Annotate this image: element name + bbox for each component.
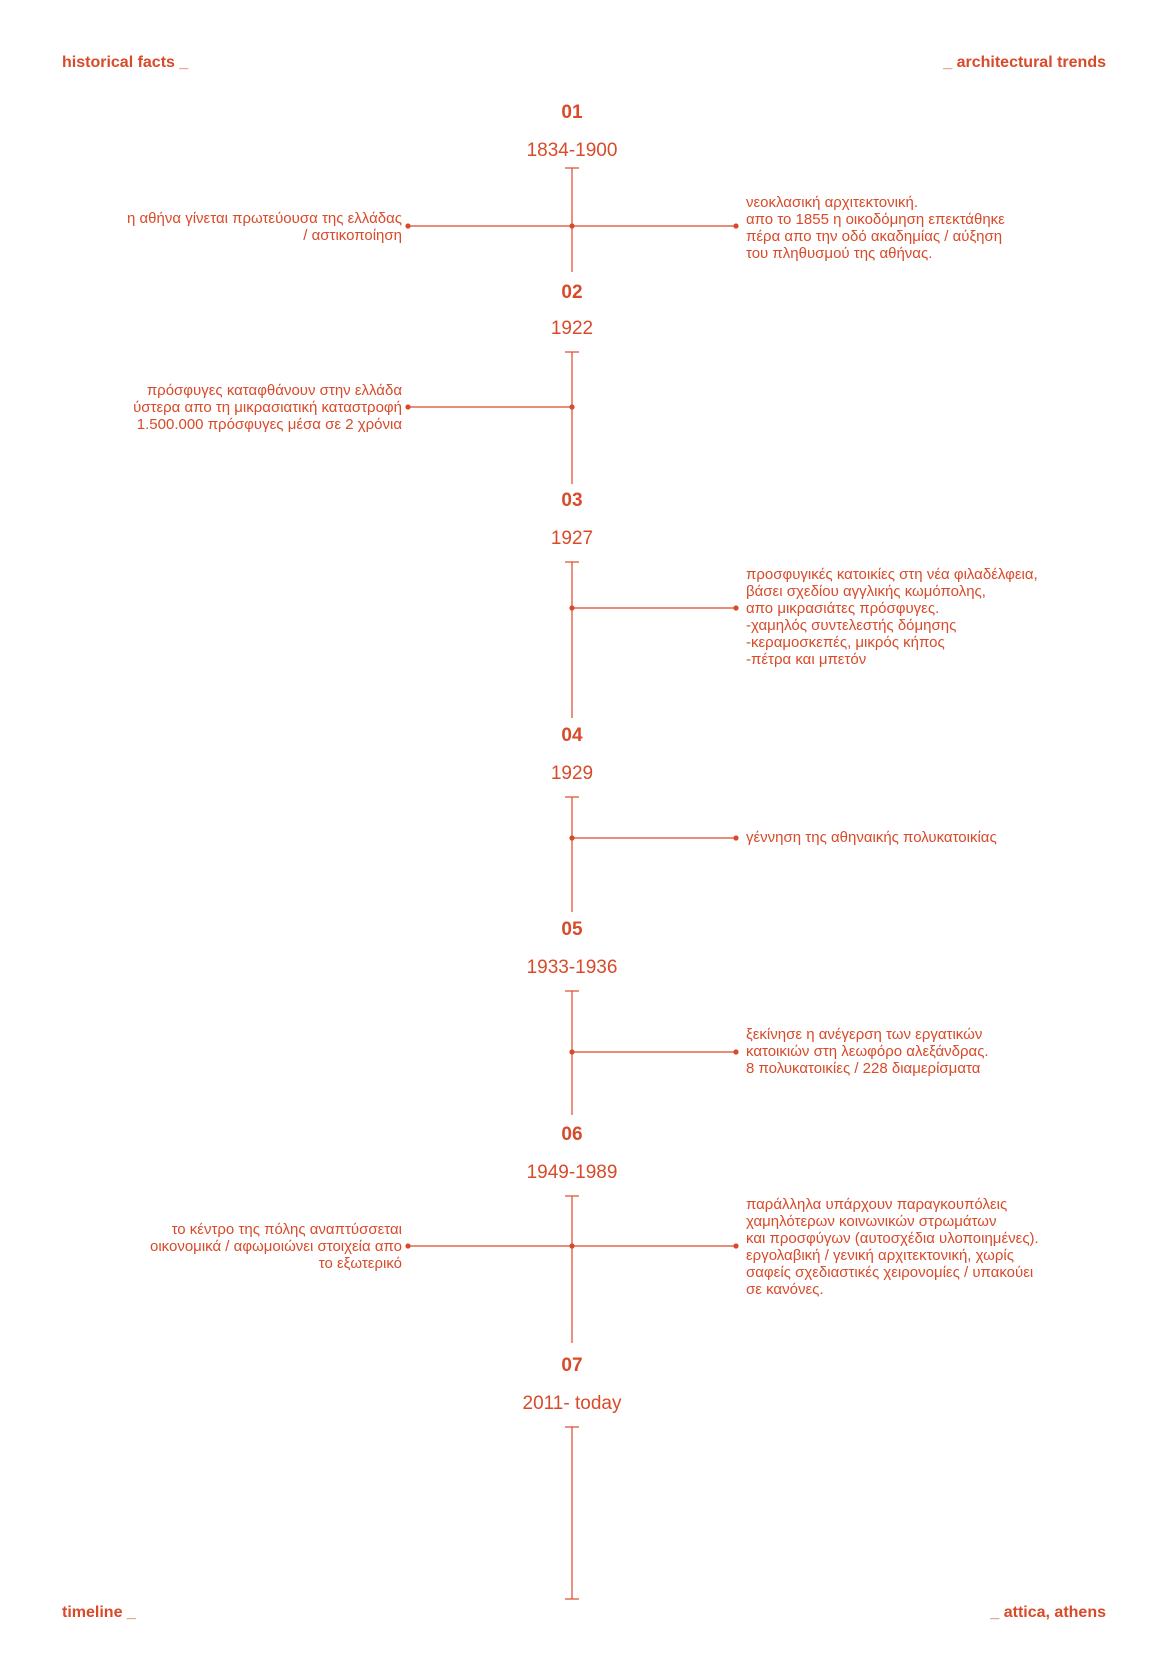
header-architectural-trends: _ architectural trends xyxy=(943,54,1106,71)
event-date: 2011- today xyxy=(522,1393,622,1414)
historical-node xyxy=(405,1243,410,1248)
architectural-trend-line: απο το 1855 η οικοδόμηση επεκτάθηκε xyxy=(746,211,1005,228)
architectural-trend-line: χαμηλότερων κοινωνικών στρωμάτων xyxy=(746,1213,997,1230)
architectural-trend-text xyxy=(746,194,1005,262)
architectural-trend-line: προσφυγικές κατοικίες στη νέα φιλαδέλφεια, xyxy=(746,566,1038,583)
architectural-trend-line: -κεραμοσκεπές, μικρός κήπος xyxy=(746,634,945,651)
event-date: 1933-1936 xyxy=(526,957,618,978)
architectural-trend-line: σαφείς σχεδιαστικές χειρονομίες / υπακούει xyxy=(746,1264,1034,1281)
event-date: 1927 xyxy=(550,528,594,549)
architectural-trend-line: βάσει σχεδίου αγγλικής κωμόπολης, xyxy=(746,583,986,600)
architectural-trend-line: πέρα απο την οδό ακαδημίας / αύξηση xyxy=(746,228,1003,245)
historical-fact-text xyxy=(133,382,402,433)
architectural-trend-line: 8 πολυκατοικίες / 228 διαμερίσματα xyxy=(746,1060,981,1077)
architectural-node xyxy=(733,835,738,840)
historical-fact-line: 1.500.000 πρόσφυγες μέσα σε 2 χρόνια xyxy=(136,416,402,433)
event-number: 02 xyxy=(561,282,583,303)
historical-fact-text xyxy=(150,1221,402,1272)
historical-fact-line: οικονομικά / αφωμοιώνει στοιχεία απο xyxy=(150,1238,402,1255)
historical-fact-line: / αστικοποίηση xyxy=(303,227,402,244)
architectural-trend-text xyxy=(746,829,997,846)
historical-fact-line: η αθήνα γίνεται πρωτεύουσα της ελλάδας xyxy=(127,210,402,227)
architectural-trend-line: νεοκλασική αρχιτεκτονική. xyxy=(746,194,918,211)
historical-fact-line: το εξωτερικό xyxy=(318,1255,402,1272)
architectural-trend-line: παράλληλα υπάρχουν παραγκουπόλεις xyxy=(746,1196,1008,1213)
event-date: 1834-1900 xyxy=(526,140,618,161)
event-number: 05 xyxy=(561,919,583,940)
historical-node xyxy=(405,404,410,409)
event-number: 04 xyxy=(561,725,583,746)
footer-location: _ attica, athens xyxy=(990,1604,1106,1621)
historical-fact-line: ύστερα απο τη μικρασιατική καταστροφή xyxy=(133,399,402,416)
architectural-trend-line: απο μικρασιάτες πρόσφυγες. xyxy=(746,600,940,617)
architectural-trend-line: -χαμηλός συντελεστής δόμησης xyxy=(746,617,957,634)
architectural-node xyxy=(733,223,738,228)
header-historical-facts: historical facts _ xyxy=(62,54,189,71)
event-date: 1922 xyxy=(550,318,594,339)
architectural-node xyxy=(733,1243,738,1248)
historical-fact-line: το κέντρο της πόλης αναπτύσσεται xyxy=(171,1221,402,1238)
footer-timeline: timeline _ xyxy=(62,1604,136,1621)
historical-fact-line: πρόσφυγες καταφθάνουν στην ελλάδα xyxy=(146,382,402,399)
architectural-trend-line: σε κανόνες. xyxy=(746,1281,824,1298)
event-number: 06 xyxy=(561,1124,583,1145)
architectural-trend-line: κατοικιών στη λεωφόρο αλεξάνδρας. xyxy=(746,1043,989,1060)
architectural-trend-line: -πέτρα και μπετόν xyxy=(746,651,867,668)
architectural-trend-line: ξεκίνησε η ανέγερση των εργατικών xyxy=(746,1026,983,1043)
architectural-node xyxy=(733,1049,738,1054)
architectural-trend-line: εργολαβική / γενική αρχιτεκτονική, χωρίς xyxy=(746,1247,1014,1264)
architectural-trend-text xyxy=(746,1196,1039,1298)
event-number: 01 xyxy=(561,102,583,123)
architectural-trend-text xyxy=(746,566,1038,668)
architectural-node xyxy=(733,605,738,610)
architectural-trend-line: και προσφύγων (αυτοσχέδια υλοποιημένες). xyxy=(746,1230,1039,1247)
architectural-trend-line: του πληθυσμού της αθήνας. xyxy=(746,245,933,262)
event-date: 1929 xyxy=(550,763,594,784)
architectural-trend-line: γέννηση της αθηναικής πολυκατοικίας xyxy=(746,829,997,846)
event-number: 07 xyxy=(561,1355,583,1376)
historical-fact-text xyxy=(127,210,402,244)
architectural-trend-text xyxy=(746,1026,989,1077)
event-date: 1949-1989 xyxy=(526,1162,618,1183)
event-number: 03 xyxy=(561,490,583,511)
historical-node xyxy=(405,223,410,228)
